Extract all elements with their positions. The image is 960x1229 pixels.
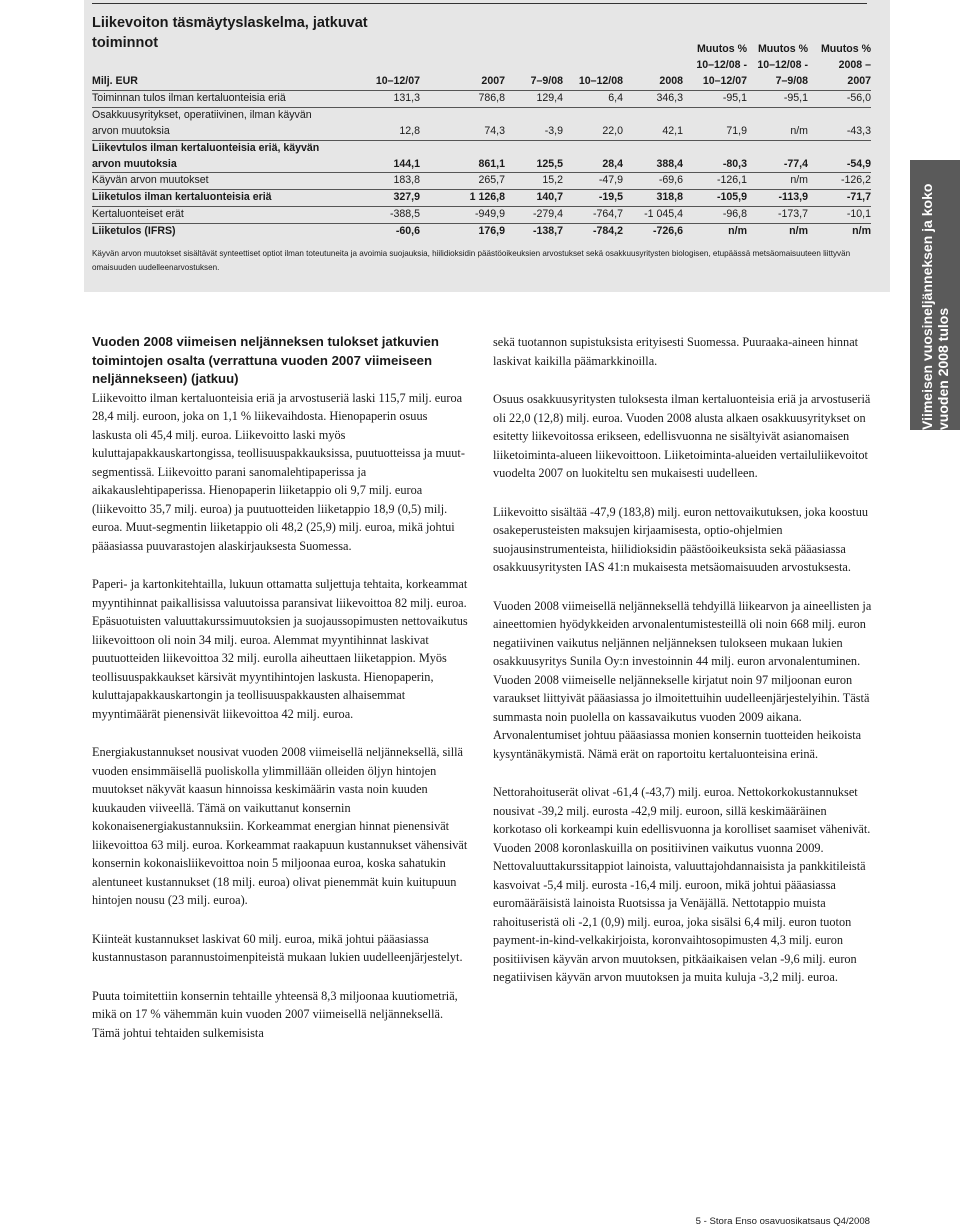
table-cell: -43,3 — [846, 124, 871, 137]
table-cell: -105,9 — [683, 190, 747, 207]
paragraph: Paperi- ja kartonkitehtailla, lukuun ottamatta suljettuja tehtaita, korkeammat myyntihinnat paikallisissa valuutoissa paransivat liikevoittoa 82 milj. euroa. Epäsuotuisten valuuttakurssimuutoksien ja suojaussopimusten nettovaikutus liikevoittoon oli noin 34 milj. euroa. Alemmat myyntihinnat laskivat puutuotteiden liikevoittoa 32 milj. eurolla aiheuttaen liiketappion. Myös teollisuuspakkaukset kärsivät myyntihintojen laskusta. Hienopaperin, kuluttajapakkauskartongin ja teollisuuspakkausten alhaisemmat myyntimäärät pienensivät liikevoittoa 42 milj. euroa. — [92, 577, 468, 721]
table-cell: 74,3 — [484, 124, 505, 137]
table-row-label: Liiketulos (IFRS) — [92, 223, 362, 239]
table-cell: 318,8 — [623, 190, 683, 207]
paragraph: Vuoden 2008 viimeisellä neljänneksellä tehdyillä liikearvon ja aineellisten ja aineettomien hyödykkeiden arvonalentumistesteillä oli noin 668 milj. euron negatiivinen vaikutus neljännen neljänneksen tulokseen mukaan lukien osakkuusyritys Sunila Oy:n investoinnin 44 milj. euron arvonalentuminen. Vuoden 2008 viimeiselle neljännekselle kirjatut noin 97 miljoonan euron varaukset liittyivät pääasiassa jo ilmoitettuihin uudelleenjärjestelyihin. Tästä summasta noin puolella on kassavaikutus vuoden 2009 aikana. Arvonalentumiset johtuu pääasiassa monien konsernin tuotteiden heikoista kysyntänäkymistä. Nämä erät on raportoitu kertaluonteisina erinä. — [493, 598, 872, 761]
section-side-tab-label: Viimeisen vuosineljänneksen ja koko vuoden 2008 tulos — [919, 183, 951, 430]
table-column-header — [420, 42, 505, 58]
table-column-header: 2007 — [847, 74, 871, 87]
table-row-label: Toiminnan tulos ilman kertaluonteisia eriä — [92, 91, 362, 108]
table-row — [92, 140, 871, 156]
section-heading: Vuoden 2008 viimeisen neljänneksen tulokset jatkuvien toimintojen osalta (verrattuna vuoden 2007 viimeiseen neljännekseen) (jatkuu) — [92, 334, 439, 386]
table-cell — [808, 108, 871, 124]
table-column-header: 10–12/07 — [375, 74, 420, 87]
table-cell — [563, 108, 623, 124]
table-cell: -80,3 — [722, 157, 747, 170]
paragraph: sekä tuotannon supistuksista erityisesti Suomessa. Puuraaka-aineen hinnat laskivat kaikilla päämarkkinoilla. — [493, 335, 859, 368]
table-row-label: arvon muutoksia — [92, 124, 170, 137]
table-row-label: Käyvän arvon muutokset — [92, 173, 362, 190]
table-column-header — [563, 42, 623, 58]
paragraph: Nettorahoituserät olivat -61,4 (-43,7) milj. euroa. Nettokorkokustannukset nousivat -39,2 milj. eurosta -42,9 milj. euroon, sillä keskimääräinen korkotaso oli korkeampi kuin edellisvuonna ja korolliset saamiset vähenivät. Vuoden 2008 koronlaskuilla on positiivinen vaikutus vuonna 2009. Nettovaluuttakurssitappiot lainoista, valuuttajohdannaisista ja pankkitileistä kasvoivat -5,4 milj. eurosta -16,4 milj. euroon, mikä johtui pääasiassa euromääräisistä lainoista Ruotsissa ja Venäjällä. Nettotappio muista rahoituseristä oli -2,1 (0,9) milj. euroa, joka sisälsi 6,4 milj. euron tuoton payment-in-kind-velkakirjoista, koronvaihtosopimusten 4,3 milj. euron positiivisen käyvän arvon muutoksen, pitkäaikaisen velan -9,6 milj. euron negatiivisen käyvän arvon muutoksen ja muita kuluja -3,2 milj. euroa. — [493, 785, 871, 984]
table-cell — [505, 108, 563, 124]
table-cell: 176,9 — [420, 223, 505, 239]
table-column-header — [420, 58, 505, 74]
table-header-label — [92, 42, 362, 58]
table-cell: 6,4 — [563, 91, 623, 108]
table-body — [92, 91, 871, 240]
table-column-header: Muutos % — [696, 43, 747, 55]
table-cell — [505, 140, 563, 156]
table-row-label: Liiketulos ilman kertaluonteisia eriä — [92, 190, 362, 207]
table-cell: -71,7 — [808, 190, 871, 207]
paragraph: Liikevoitto ilman kertaluonteisia eriä ja arvostuseriä laski 115,7 milj. euroa 28,4 milj. euroon, joka on 1,1 % liikevaihdosta. Hienopaperin osuus laskusta oli 45,4 milj. euroa. Liikevoitto laski myös kuluttajapakkauskartongissa, teollisuuspakkauksissa, puutuotteissa ja muut-segmentissä. Liikevoitto parani sanomalehtipaperissa ja aikakauslehtipaperissa. Hienopaperin liiketappio oli 9,7 milj. euroa (liikevoitto 35,7 milj. euroa) ja puutuotteiden liiketappio 18,9 (0,5) milj. euroa. Muut-segmentin liiketappio oli 48,2 (25,9) milj. euroa, mikä johtui pääasiassa puuvarastojen alaskirjauksesta Suomessa. — [92, 390, 465, 553]
table-cell: 42,1 — [662, 124, 683, 137]
table-cell: -19,5 — [563, 190, 623, 207]
left-text-column — [92, 333, 470, 1062]
table-cell: 131,3 — [362, 91, 420, 108]
table-column-header: Muutos % — [757, 43, 808, 55]
table-cell — [362, 140, 420, 156]
table-cell: 15,2 — [505, 173, 563, 190]
table-cell: 22,0 — [602, 124, 623, 137]
table-cell — [747, 140, 808, 156]
table-cell: 183,8 — [362, 173, 420, 190]
table-column-header: 10–12/08 — [578, 74, 623, 87]
table-cell: -47,9 — [563, 173, 623, 190]
table-row-label: arvon muutoksia — [92, 157, 177, 170]
table-cell: 129,4 — [505, 91, 563, 108]
table-row — [92, 223, 871, 239]
table-cell: -69,6 — [623, 173, 683, 190]
table-cell: -784,2 — [563, 223, 623, 239]
page-footer: 5 - Stora Enso osavuosikatsaus Q4/2008 — [695, 1216, 870, 1227]
paragraph: Puuta toimitettiin konsernin tehtaille yhteensä 8,3 miljoonaa kuutiometriä, mikä on 17 % vähemmän kuin vuoden 2007 viimeisellä neljänneksellä. Tämä johtui tehtaiden sulkemisista — [92, 988, 458, 1040]
table-cell: 1 126,8 — [420, 190, 505, 207]
table-header-row — [92, 74, 871, 91]
table-cell: 140,7 — [505, 190, 563, 207]
table-column-header — [362, 58, 420, 74]
table-cell: 144,1 — [393, 157, 420, 170]
table-footnote: Käyvän arvon muutokset sisältävät synteettiset optiot ilman toteutuneita ja avoimia suojauksia, hiilidioksidin päästöoikeuksien arvostukset sekä osakkuusyritysten biologisen, etupäässä metsäomaisuuteen liittyvän omaisuuden uudelleenarvostuksen. — [92, 249, 851, 272]
table-cell: 388,4 — [656, 157, 683, 170]
reconciliation-table — [92, 42, 871, 240]
table-header-label — [92, 58, 362, 74]
table-cell — [623, 108, 683, 124]
top-rule — [92, 3, 867, 4]
table-cell: -138,7 — [505, 223, 563, 239]
table-cell: n/m — [747, 173, 808, 190]
section-side-tab — [910, 160, 960, 430]
table-cell — [420, 108, 505, 124]
table-cell — [420, 140, 505, 156]
table-cell: 327,9 — [362, 190, 420, 207]
table-cell: n/m — [747, 223, 808, 239]
table-cell — [683, 140, 747, 156]
table-header-row — [92, 58, 871, 74]
table-cell: n/m — [808, 223, 871, 239]
table-cell: 125,5 — [536, 157, 563, 170]
table-cell: -949,9 — [420, 206, 505, 223]
table-header — [92, 42, 871, 91]
table-cell: 12,8 — [399, 124, 420, 137]
table-cell: -56,0 — [808, 91, 871, 108]
table-column-header — [505, 42, 563, 58]
table-row — [92, 206, 871, 223]
table-cell: -126,2 — [808, 173, 871, 190]
table-cell — [362, 108, 420, 124]
table-cell — [808, 140, 871, 156]
table-column-header: Muutos % — [820, 43, 871, 55]
paragraph: Osuus osakkuusyritysten tuloksesta ilman kertaluonteisia eriä ja arvostuseriä oli 22,0 (12,8) milj. euroa. Vuoden 2008 alusta alkaen osakkuusyritykset on esitetty liikevoitossa erikseen, edellisvuonna ne sisältyivät asianomaisen liiketoiminta-alueen liikevoittoon. Liiketoiminta-alueiden vertailuliikevoitot vuodelta 2007 on luokiteltu sen mukaisesti uudelleen. — [493, 392, 871, 480]
table-row — [92, 108, 871, 124]
table-cell: 71,9 — [726, 124, 747, 137]
table-column-header: 7–9/08 — [775, 74, 808, 87]
table-cell — [563, 140, 623, 156]
table-column-header: 2007 — [481, 74, 505, 87]
table-cell: -1 045,4 — [623, 206, 683, 223]
table-column-header: 2008 – — [838, 58, 871, 71]
paragraph: Kiinteät kustannukset laskivat 60 milj. euroa, mikä johtui pääasiassa kustannustason parannustoimenpiteistä mukaan lukien uudelleenjärjestelyt. — [92, 931, 463, 964]
table-cell: -10,1 — [808, 206, 871, 223]
table-cell — [683, 108, 747, 124]
table-cell: -96,8 — [683, 206, 747, 223]
table-cell: -126,1 — [683, 173, 747, 190]
table-column-header: 2008 — [659, 74, 683, 87]
table-cell: -77,4 — [783, 157, 808, 170]
table-cell: -764,7 — [563, 206, 623, 223]
table-cell: -113,9 — [747, 190, 808, 207]
table-cell: 346,3 — [623, 91, 683, 108]
table-column-header — [362, 42, 420, 58]
table-cell: -3,9 — [544, 124, 563, 137]
table-header-label: Milj. EUR — [92, 74, 138, 87]
table-column-header — [623, 42, 683, 58]
table-row-label: Osakkuusyritykset, operatiivinen, ilman käyvän — [92, 108, 362, 124]
table-column-header: 10–12/08 - — [757, 58, 808, 71]
table-cell: -726,6 — [623, 223, 683, 239]
paragraph: Energiakustannukset nousivat vuoden 2008 viimeisellä neljänneksellä, sillä vuoden ensimmäisellä puoliskolla ylimmillään olleiden öljyn hintojen muutokset näkyvät kaasun hinnoissa keskimäärin vasta noin kuuden kuukauden viiveellä. Tämä on vaikuttanut konsernin kokonaisenergiakustannuksiin. Korkeammat energian hinnat pienensivät liikevoittoa 63 milj. euroa. Korkeammat raakapuun kustannukset vähensivät konsernin kokonaisliikevoittoa noin 5 miljoonaa euroa, koska sahatukin alentuneet kustannukset (18 milj. euroa) olivat pienemmät kuin kuitupuun hintojen nousu (23 milj. euroa). — [92, 745, 468, 907]
table-cell — [747, 108, 808, 124]
table-row — [92, 190, 871, 207]
table-cell: -60,6 — [362, 223, 420, 239]
right-text-column — [493, 333, 873, 1007]
table-column-header: 10–12/08 - — [696, 58, 747, 71]
table-cell: -95,1 — [747, 91, 808, 108]
table-row-label: Liikevtulos ilman kertaluonteisia eriä, käyvän — [92, 140, 362, 156]
table-column-header — [623, 58, 683, 74]
table-cell: -279,4 — [505, 206, 563, 223]
table-cell: -54,9 — [846, 157, 871, 170]
table-cell: -388,5 — [362, 206, 420, 223]
table-column-header: 10–12/07 — [702, 74, 747, 87]
table-column-header — [563, 58, 623, 74]
paragraph: Liikevoitto sisältää -47,9 (183,8) milj. euron nettovaikutuksen, joka koostuu osakeperusteisten maksujen kirjaamisesta, optio-ohjelmien suojausinstrumenteista, hiilidioksidin päästöoikeuksista sekä pääasiassa osakkuusyritysten IAS 41:n mukaisesta metsäomaisuuden arvostuksesta. — [493, 504, 868, 574]
table-cell: 861,1 — [478, 157, 505, 170]
table-cell: 786,8 — [420, 91, 505, 108]
table-column-header — [505, 58, 563, 74]
table-row — [92, 124, 871, 140]
table-cell: -95,1 — [683, 91, 747, 108]
table-cell: n/m — [683, 223, 747, 239]
table-row — [92, 173, 871, 190]
table-row — [92, 91, 871, 108]
table-row-label: Kertaluonteiset erät — [92, 206, 362, 223]
table-cell: -173,7 — [747, 206, 808, 223]
table-cell: 28,4 — [602, 157, 623, 170]
table-header-row — [92, 42, 871, 58]
table-cell: n/m — [790, 124, 808, 137]
table-row — [92, 157, 871, 173]
table-title: Liikevoiton täsmäytyslaskelma, jatkuvat toiminnot — [92, 15, 368, 51]
table-cell — [623, 140, 683, 156]
table-cell: 265,7 — [420, 173, 505, 190]
table-column-header: 7–9/08 — [530, 74, 563, 87]
